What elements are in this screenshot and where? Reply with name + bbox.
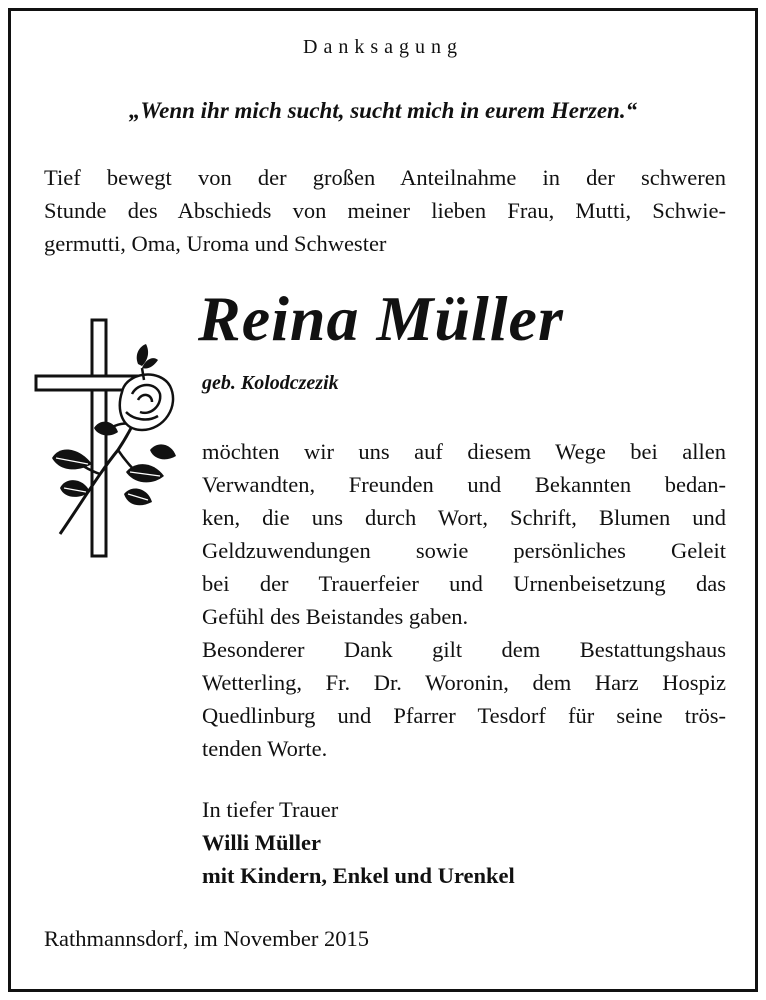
deceased-name: Reina Müller [198,283,564,354]
body-line: ken, die uns durch Wort, Schrift, Blumen und [202,505,726,530]
body-line: Gefühl des Beistandes gaben. [202,604,469,629]
closing-line: In tiefer Trauer [202,797,339,822]
body-line: Besonderer Dank gilt dem Bestattungshaus [202,637,726,662]
body-line: Wetterling, Fr. Dr. Woronin, dem Harz Hospiz [202,670,726,695]
body-line: möchten wir uns auf diesem Wege bei allen [202,439,726,464]
signer-name: Willi Müller [202,830,321,855]
body-line: Geldzuwendungen sowie persönliches Geleit [202,538,726,563]
intro-line: Tief bewegt von der großen Anteilnahme in der schweren [44,165,726,190]
closing-block [202,793,515,892]
body-line: Quedlinburg und Pfarrer Tesdorf für seine trös- [202,703,726,728]
body-line: Verwandten, Freunden und Bekannten bedan- [202,472,726,497]
notice-heading: Danksagung [303,36,463,58]
signer-family: mit Kindern, Enkel und Urenkel [202,863,515,888]
thanks-text [202,435,726,765]
intro-line: Stunde des Abschieds von meiner lieben Frau, Mutti, Schwie- [44,198,726,223]
notice-quote: „Wenn ihr mich sucht, sucht mich in eurem Herzen.“ [128,98,638,123]
body-line: bei der Trauerfeier und Urnenbeisetzung das [202,571,726,596]
body-line: tenden Worte. [202,736,328,761]
birth-name: geb. Kolodczezik [202,372,339,394]
intro-line: germutti, Oma, Uroma und Schwester [44,231,387,256]
intro-text [44,161,726,260]
place-date: Rathmannsdorf, im November 2015 [44,926,369,951]
cross-with-rose-icon [30,312,190,562]
